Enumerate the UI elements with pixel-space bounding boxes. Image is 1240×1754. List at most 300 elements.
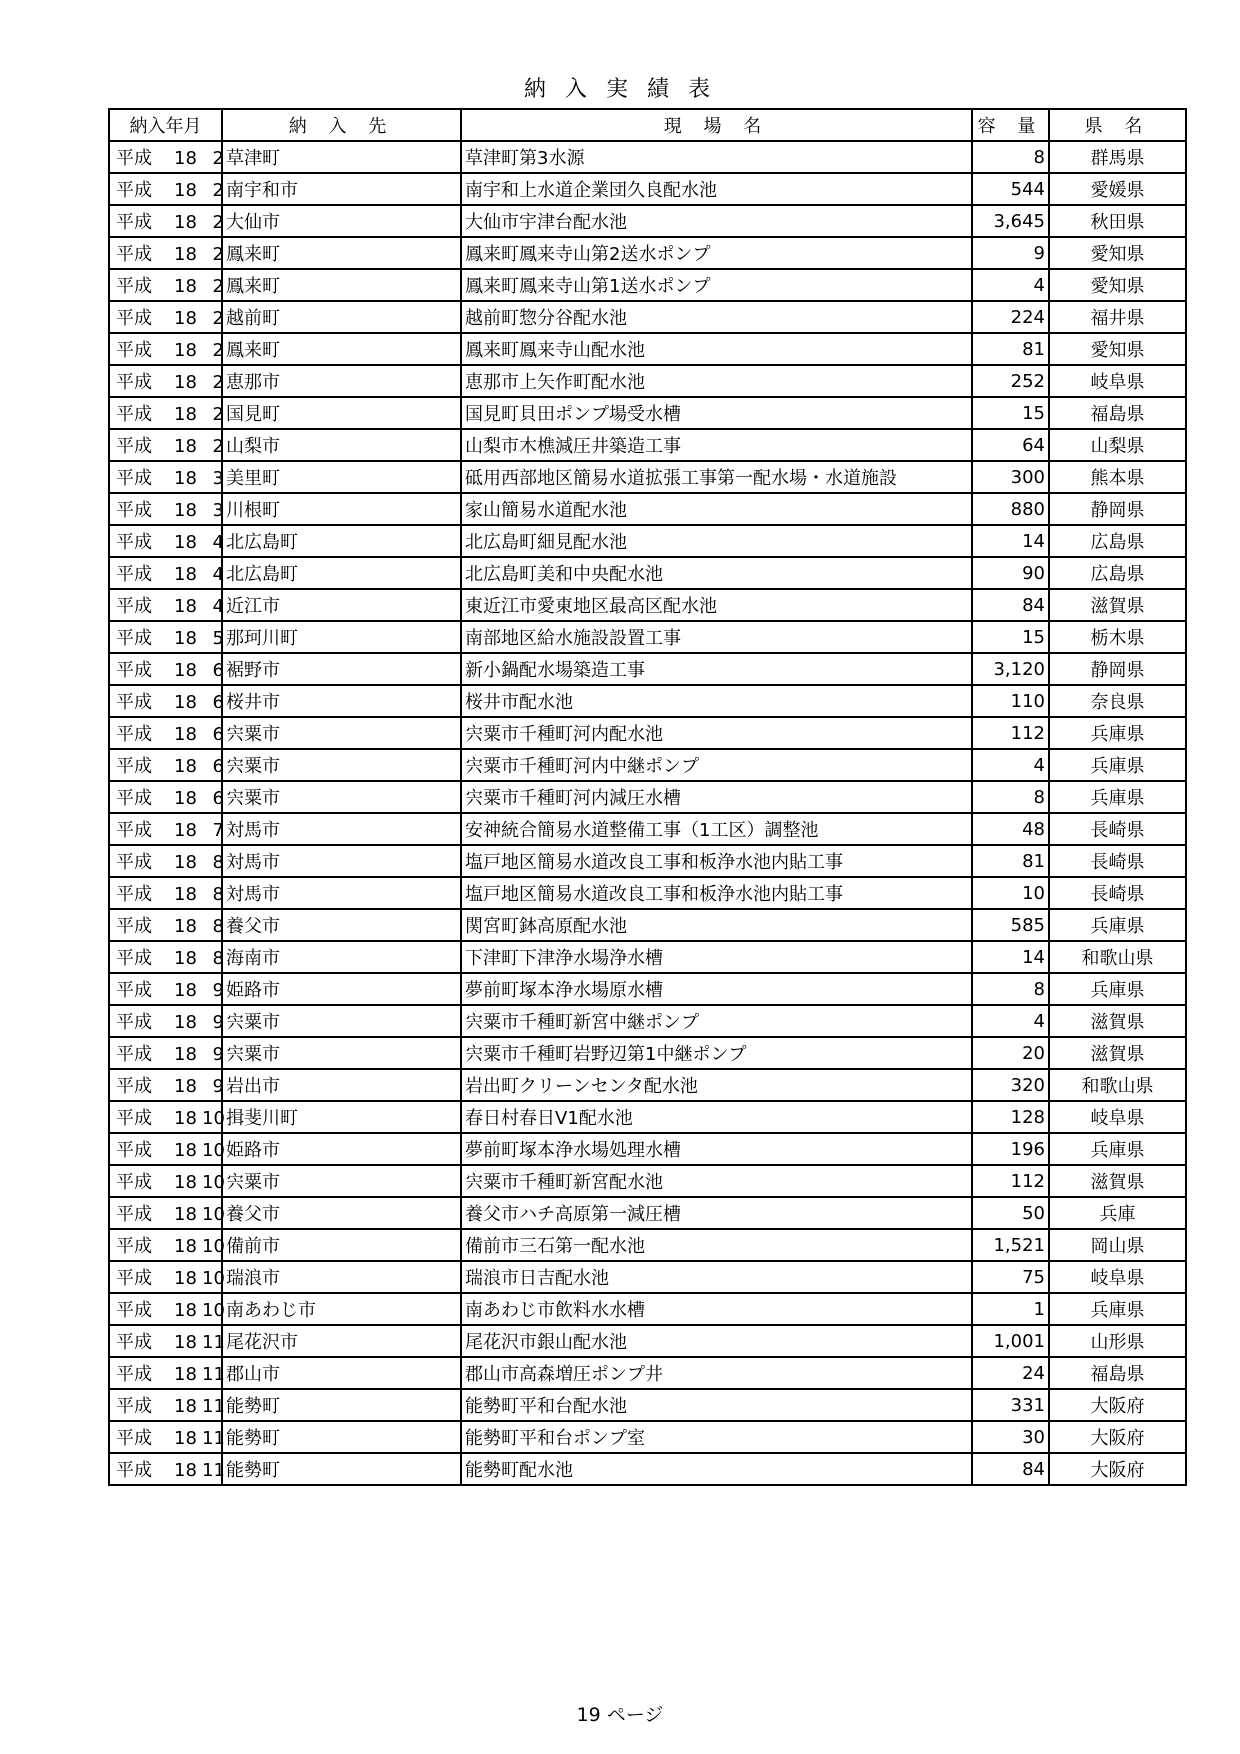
table-header-row bbox=[109, 109, 1186, 141]
prefecture-cell: 静岡県 bbox=[1049, 653, 1186, 685]
prefecture-cell: 大阪府 bbox=[1049, 1389, 1186, 1421]
client-cell: 宍粟市 bbox=[222, 749, 461, 781]
table-row bbox=[109, 1005, 1186, 1037]
delivery-period-cell bbox=[109, 1357, 225, 1389]
prefecture-cell: 兵庫県 bbox=[1049, 1133, 1186, 1165]
era-text: 平成 bbox=[116, 1012, 152, 1033]
year-text: 18 bbox=[174, 948, 197, 969]
delivery-period-cell bbox=[109, 653, 222, 685]
prefecture-cell: 秋田県 bbox=[1049, 205, 1186, 237]
table-row bbox=[109, 1293, 1186, 1325]
era-text: 平成 bbox=[116, 180, 152, 201]
month-text: 6 bbox=[212, 756, 224, 777]
table-row bbox=[109, 493, 1186, 525]
capacity-cell: 1,521 bbox=[972, 1229, 1049, 1261]
delivery-period-cell bbox=[109, 205, 222, 237]
era-text: 平成 bbox=[116, 1044, 152, 1065]
prefecture-cell: 和歌山県 bbox=[1049, 1069, 1186, 1101]
month-text: 11 bbox=[202, 1396, 225, 1417]
year-text: 18 bbox=[174, 148, 197, 169]
year-text: 18 bbox=[174, 660, 197, 681]
prefecture-cell: 兵庫 bbox=[1049, 1197, 1186, 1229]
header-client: 納 入 先 bbox=[222, 109, 461, 141]
month-text: 2 bbox=[212, 404, 224, 425]
site-name-cell: 国見町貝田ポンプ場受水槽 bbox=[461, 397, 972, 429]
site-name-cell: 郡山市高森増圧ポンプ井 bbox=[461, 1357, 972, 1389]
delivery-period-cell bbox=[109, 301, 222, 333]
delivery-period-cell bbox=[109, 717, 222, 749]
year-text: 18 bbox=[174, 500, 197, 521]
site-name-cell: 東近江市愛東地区最高区配水池 bbox=[461, 589, 972, 621]
site-name-cell: 宍粟市千種町河内中継ポンプ bbox=[461, 749, 972, 781]
prefecture-cell: 岐阜県 bbox=[1049, 365, 1186, 397]
month-text: 2 bbox=[212, 148, 224, 169]
era-text: 平成 bbox=[116, 948, 152, 969]
month-text: 2 bbox=[212, 372, 224, 393]
table-row bbox=[109, 237, 1186, 269]
client-cell: 越前町 bbox=[222, 301, 461, 333]
prefecture-cell: 岐阜県 bbox=[1049, 1101, 1186, 1133]
table-row bbox=[109, 1453, 1186, 1485]
era-text: 平成 bbox=[116, 468, 152, 489]
year-text: 18 bbox=[174, 628, 197, 649]
client-cell: 鳳来町 bbox=[222, 269, 461, 301]
delivery-period-cell bbox=[109, 589, 222, 621]
table-row bbox=[109, 653, 1186, 685]
delivery-period-cell bbox=[109, 781, 222, 813]
era-text: 平成 bbox=[116, 980, 152, 1001]
capacity-cell: 320 bbox=[972, 1069, 1049, 1101]
client-cell: 姫路市 bbox=[222, 973, 461, 1005]
delivery-period-cell bbox=[109, 1197, 225, 1229]
year-text: 18 bbox=[174, 852, 197, 873]
prefecture-cell: 兵庫県 bbox=[1049, 909, 1186, 941]
capacity-cell: 4 bbox=[972, 749, 1049, 781]
table-row bbox=[109, 1165, 1186, 1197]
table-row bbox=[109, 173, 1186, 205]
month-text: 11 bbox=[202, 1332, 225, 1353]
site-name-cell: 北広島町細見配水池 bbox=[461, 525, 972, 557]
month-text: 10 bbox=[202, 1268, 225, 1289]
table-row bbox=[109, 397, 1186, 429]
capacity-cell: 30 bbox=[972, 1421, 1049, 1453]
prefecture-cell: 長崎県 bbox=[1049, 845, 1186, 877]
client-cell: 対馬市 bbox=[222, 877, 461, 909]
client-cell: 姫路市 bbox=[222, 1133, 461, 1165]
capacity-cell: 128 bbox=[972, 1101, 1049, 1133]
site-name-cell: 春日村春日V1配水池 bbox=[461, 1101, 972, 1133]
year-text: 18 bbox=[174, 436, 197, 457]
year-text: 18 bbox=[174, 340, 197, 361]
site-name-cell: 鳳来町鳳来寺山配水池 bbox=[461, 333, 972, 365]
table-row bbox=[109, 749, 1186, 781]
site-name-cell: 下津町下津浄水場浄水槽 bbox=[461, 941, 972, 973]
era-text: 平成 bbox=[116, 404, 152, 425]
delivery-period-cell bbox=[109, 1325, 225, 1357]
client-cell: 尾花沢市 bbox=[222, 1325, 461, 1357]
delivery-period-cell bbox=[109, 1133, 225, 1165]
delivery-period-cell bbox=[109, 1421, 225, 1453]
era-text: 平成 bbox=[116, 1204, 152, 1225]
prefecture-cell: 岐阜県 bbox=[1049, 1261, 1186, 1293]
site-name-cell: 南宇和上水道企業団久良配水池 bbox=[461, 173, 972, 205]
table-row bbox=[109, 1037, 1186, 1069]
delivery-period-cell bbox=[109, 365, 222, 397]
year-text: 18 bbox=[174, 1364, 197, 1385]
client-cell: 宍粟市 bbox=[222, 781, 461, 813]
site-name-cell: 備前市三石第一配水池 bbox=[461, 1229, 972, 1261]
year-text: 18 bbox=[174, 276, 197, 297]
delivery-period-cell bbox=[109, 269, 222, 301]
client-cell: 宍粟市 bbox=[222, 1037, 461, 1069]
delivery-period-cell bbox=[109, 1069, 222, 1101]
site-name-cell: 能勢町平和台配水池 bbox=[461, 1389, 972, 1421]
prefecture-cell: 長崎県 bbox=[1049, 813, 1186, 845]
era-text: 平成 bbox=[116, 372, 152, 393]
site-name-cell: 宍粟市千種町河内減圧水槽 bbox=[461, 781, 972, 813]
month-text: 10 bbox=[202, 1140, 225, 1161]
month-text: 2 bbox=[212, 276, 224, 297]
capacity-cell: 112 bbox=[972, 717, 1049, 749]
year-text: 18 bbox=[174, 1268, 197, 1289]
delivery-period-cell bbox=[109, 1165, 225, 1197]
site-name-cell: 瑞浪市日吉配水池 bbox=[461, 1261, 972, 1293]
month-text: 6 bbox=[212, 660, 224, 681]
delivery-period-cell bbox=[109, 1037, 222, 1069]
capacity-cell: 300 bbox=[972, 461, 1049, 493]
delivery-period-cell bbox=[109, 141, 222, 173]
year-text: 18 bbox=[174, 692, 197, 713]
delivery-period-cell bbox=[109, 429, 222, 461]
table-row bbox=[109, 909, 1186, 941]
era-text: 平成 bbox=[116, 532, 152, 553]
client-cell: 揖斐川町 bbox=[222, 1101, 461, 1133]
site-name-cell: 関宮町鉢高原配水池 bbox=[461, 909, 972, 941]
prefecture-cell: 広島県 bbox=[1049, 557, 1186, 589]
prefecture-cell: 兵庫県 bbox=[1049, 781, 1186, 813]
capacity-cell: 110 bbox=[972, 685, 1049, 717]
client-cell: 南あわじ市 bbox=[222, 1293, 461, 1325]
year-text: 18 bbox=[174, 884, 197, 905]
header-site: 現 場 名 bbox=[461, 109, 972, 141]
month-text: 10 bbox=[202, 1236, 225, 1257]
table-row bbox=[109, 717, 1186, 749]
site-name-cell: 越前町惣分谷配水池 bbox=[461, 301, 972, 333]
delivery-period-cell bbox=[109, 685, 222, 717]
client-cell: 宍粟市 bbox=[222, 1005, 461, 1037]
capacity-cell: 8 bbox=[972, 973, 1049, 1005]
era-text: 平成 bbox=[116, 756, 152, 777]
site-name-cell: 大仙市宇津台配水池 bbox=[461, 205, 972, 237]
site-name-cell: 夢前町塚本浄水場原水槽 bbox=[461, 973, 972, 1005]
site-name-cell: 安神統合簡易水道整備工事（1工区）調整池 bbox=[461, 813, 972, 845]
month-text: 2 bbox=[212, 180, 224, 201]
table-body bbox=[109, 141, 1186, 1485]
year-text: 18 bbox=[174, 1076, 197, 1097]
era-text: 平成 bbox=[116, 148, 152, 169]
table-row bbox=[109, 1069, 1186, 1101]
month-text: 10 bbox=[202, 1172, 225, 1193]
year-text: 18 bbox=[174, 1396, 197, 1417]
table-row bbox=[109, 429, 1186, 461]
capacity-cell: 84 bbox=[972, 1453, 1049, 1485]
delivery-records-table bbox=[108, 108, 1187, 1486]
month-text: 3 bbox=[212, 500, 224, 521]
year-text: 18 bbox=[174, 1172, 197, 1193]
site-name-cell: 鳳来町鳳来寺山第2送水ポンプ bbox=[461, 237, 972, 269]
table-row bbox=[109, 877, 1186, 909]
month-text: 11 bbox=[202, 1460, 225, 1481]
era-text: 平成 bbox=[116, 1364, 152, 1385]
delivery-period-cell bbox=[109, 1389, 225, 1421]
header-period: 納入年月 bbox=[109, 109, 222, 141]
month-text: 8 bbox=[212, 884, 224, 905]
client-cell: 裾野市 bbox=[222, 653, 461, 685]
site-name-cell: 尾花沢市銀山配水池 bbox=[461, 1325, 972, 1357]
client-cell: 鳳来町 bbox=[222, 333, 461, 365]
year-text: 18 bbox=[174, 1236, 197, 1257]
table-row bbox=[109, 685, 1186, 717]
month-text: 2 bbox=[212, 244, 224, 265]
capacity-cell: 75 bbox=[972, 1261, 1049, 1293]
client-cell: 能勢町 bbox=[222, 1389, 461, 1421]
table-row bbox=[109, 557, 1186, 589]
month-text: 6 bbox=[212, 692, 224, 713]
site-name-cell: 宍粟市千種町河内配水池 bbox=[461, 717, 972, 749]
client-cell: 対馬市 bbox=[222, 813, 461, 845]
capacity-cell: 64 bbox=[972, 429, 1049, 461]
client-cell: 北広島町 bbox=[222, 557, 461, 589]
era-text: 平成 bbox=[116, 884, 152, 905]
site-name-cell: 宍粟市千種町岩野辺第1中継ポンプ bbox=[461, 1037, 972, 1069]
client-cell: 川根町 bbox=[222, 493, 461, 525]
delivery-period-cell bbox=[109, 557, 222, 589]
site-name-cell: 桜井市配水池 bbox=[461, 685, 972, 717]
year-text: 18 bbox=[174, 180, 197, 201]
table-row bbox=[109, 845, 1186, 877]
era-text: 平成 bbox=[116, 692, 152, 713]
client-cell: 那珂川町 bbox=[222, 621, 461, 653]
site-name-cell: 能勢町平和台ポンプ室 bbox=[461, 1421, 972, 1453]
year-text: 18 bbox=[174, 596, 197, 617]
client-cell: 瑞浪市 bbox=[222, 1261, 461, 1293]
delivery-period-cell bbox=[109, 909, 222, 941]
prefecture-cell: 静岡県 bbox=[1049, 493, 1186, 525]
prefecture-cell: 山梨県 bbox=[1049, 429, 1186, 461]
delivery-period-cell bbox=[109, 333, 222, 365]
era-text: 平成 bbox=[116, 788, 152, 809]
prefecture-cell: 長崎県 bbox=[1049, 877, 1186, 909]
table-row bbox=[109, 1421, 1186, 1453]
month-text: 9 bbox=[212, 980, 224, 1001]
era-text: 平成 bbox=[116, 1332, 152, 1353]
era-text: 平成 bbox=[116, 1172, 152, 1193]
prefecture-cell: 栃木県 bbox=[1049, 621, 1186, 653]
client-cell: 能勢町 bbox=[222, 1453, 461, 1485]
client-cell: 山梨市 bbox=[222, 429, 461, 461]
capacity-cell: 20 bbox=[972, 1037, 1049, 1069]
era-text: 平成 bbox=[116, 1108, 152, 1129]
table-row bbox=[109, 1229, 1186, 1261]
site-name-cell: 宍粟市千種町新宮中継ポンプ bbox=[461, 1005, 972, 1037]
month-text: 9 bbox=[212, 1076, 224, 1097]
era-text: 平成 bbox=[116, 628, 152, 649]
era-text: 平成 bbox=[116, 1236, 152, 1257]
client-cell: 岩出市 bbox=[222, 1069, 461, 1101]
era-text: 平成 bbox=[116, 1268, 152, 1289]
prefecture-cell: 奈良県 bbox=[1049, 685, 1186, 717]
client-cell: 能勢町 bbox=[222, 1421, 461, 1453]
era-text: 平成 bbox=[116, 1076, 152, 1097]
site-name-cell: 北広島町美和中央配水池 bbox=[461, 557, 972, 589]
month-text: 8 bbox=[212, 916, 224, 937]
prefecture-cell: 大阪府 bbox=[1049, 1453, 1186, 1485]
client-cell: 郡山市 bbox=[222, 1357, 461, 1389]
era-text: 平成 bbox=[116, 436, 152, 457]
document-title: 納 入 実 績 表 bbox=[524, 77, 716, 102]
table-row bbox=[109, 1133, 1186, 1165]
prefecture-cell: 福島県 bbox=[1049, 1357, 1186, 1389]
delivery-period-cell bbox=[109, 941, 222, 973]
era-text: 平成 bbox=[116, 1300, 152, 1321]
prefecture-cell: 熊本県 bbox=[1049, 461, 1186, 493]
month-text: 4 bbox=[212, 532, 224, 553]
site-name-cell: 家山簡易水道配水池 bbox=[461, 493, 972, 525]
era-text: 平成 bbox=[116, 500, 152, 521]
client-cell: 草津町 bbox=[222, 141, 461, 173]
table-row bbox=[109, 973, 1186, 1005]
prefecture-cell: 兵庫県 bbox=[1049, 1293, 1186, 1325]
prefecture-cell: 山形県 bbox=[1049, 1325, 1186, 1357]
prefecture-cell: 愛知県 bbox=[1049, 333, 1186, 365]
year-text: 18 bbox=[174, 1140, 197, 1161]
delivery-period-cell bbox=[109, 525, 222, 557]
table-row bbox=[109, 813, 1186, 845]
year-text: 18 bbox=[174, 468, 197, 489]
era-text: 平成 bbox=[116, 724, 152, 745]
table-row bbox=[109, 589, 1186, 621]
capacity-cell: 24 bbox=[972, 1357, 1049, 1389]
month-text: 10 bbox=[202, 1108, 225, 1129]
delivery-period-cell bbox=[109, 877, 222, 909]
site-name-cell: 山梨市木樵減圧井築造工事 bbox=[461, 429, 972, 461]
month-text: 11 bbox=[202, 1364, 225, 1385]
capacity-cell: 4 bbox=[972, 269, 1049, 301]
month-text: 4 bbox=[212, 596, 224, 617]
year-text: 18 bbox=[174, 1204, 197, 1225]
delivery-period-cell bbox=[109, 237, 222, 269]
prefecture-cell: 滋賀県 bbox=[1049, 1165, 1186, 1197]
prefecture-cell: 群馬県 bbox=[1049, 141, 1186, 173]
year-text: 18 bbox=[174, 404, 197, 425]
capacity-cell: 90 bbox=[972, 557, 1049, 589]
year-text: 18 bbox=[174, 1300, 197, 1321]
prefecture-cell: 大阪府 bbox=[1049, 1421, 1186, 1453]
table-row bbox=[109, 461, 1186, 493]
year-text: 18 bbox=[174, 212, 197, 233]
site-name-cell: 南部地区給水施設設置工事 bbox=[461, 621, 972, 653]
page-number: 19 ページ bbox=[576, 1704, 664, 1726]
era-text: 平成 bbox=[116, 1396, 152, 1417]
capacity-cell: 544 bbox=[972, 173, 1049, 205]
client-cell: 宍粟市 bbox=[222, 717, 461, 749]
prefecture-cell: 広島県 bbox=[1049, 525, 1186, 557]
capacity-cell: 224 bbox=[972, 301, 1049, 333]
table-row bbox=[109, 333, 1186, 365]
capacity-cell: 15 bbox=[972, 397, 1049, 429]
table-row bbox=[109, 301, 1186, 333]
era-text: 平成 bbox=[116, 1428, 152, 1449]
client-cell: 美里町 bbox=[222, 461, 461, 493]
table-row bbox=[109, 141, 1186, 173]
capacity-cell: 8 bbox=[972, 141, 1049, 173]
client-cell: 養父市 bbox=[222, 909, 461, 941]
client-cell: 海南市 bbox=[222, 941, 461, 973]
client-cell: 大仙市 bbox=[222, 205, 461, 237]
month-text: 6 bbox=[212, 724, 224, 745]
site-name-cell: 鳳来町鳳来寺山第1送水ポンプ bbox=[461, 269, 972, 301]
delivery-period-cell bbox=[109, 397, 222, 429]
delivery-period-cell bbox=[109, 1005, 222, 1037]
client-cell: 養父市 bbox=[222, 1197, 461, 1229]
capacity-cell: 112 bbox=[972, 1165, 1049, 1197]
delivery-period-cell bbox=[109, 973, 222, 1005]
site-name-cell: 養父市ハチ高原第一減圧槽 bbox=[461, 1197, 972, 1229]
site-name-cell: 能勢町配水池 bbox=[461, 1453, 972, 1485]
delivery-period-cell bbox=[109, 1261, 225, 1293]
capacity-cell: 9 bbox=[972, 237, 1049, 269]
client-cell: 国見町 bbox=[222, 397, 461, 429]
era-text: 平成 bbox=[116, 564, 152, 585]
header-prefecture: 県 名 bbox=[1049, 109, 1186, 141]
era-text: 平成 bbox=[116, 212, 152, 233]
month-text: 10 bbox=[202, 1300, 225, 1321]
year-text: 18 bbox=[174, 1044, 197, 1065]
year-text: 18 bbox=[174, 308, 197, 329]
capacity-cell: 880 bbox=[972, 493, 1049, 525]
year-text: 18 bbox=[174, 1460, 197, 1481]
site-name-cell: 草津町第3水源 bbox=[461, 141, 972, 173]
delivery-period-cell bbox=[109, 1101, 225, 1133]
delivery-period-cell bbox=[109, 621, 222, 653]
year-text: 18 bbox=[174, 244, 197, 265]
month-text: 9 bbox=[212, 1012, 224, 1033]
month-text: 11 bbox=[202, 1428, 225, 1449]
site-name-cell: 岩出町クリーンセンタ配水池 bbox=[461, 1069, 972, 1101]
era-text: 平成 bbox=[116, 852, 152, 873]
client-cell: 鳳来町 bbox=[222, 237, 461, 269]
client-cell: 南宇和市 bbox=[222, 173, 461, 205]
month-text: 9 bbox=[212, 1044, 224, 1065]
prefecture-cell: 兵庫県 bbox=[1049, 749, 1186, 781]
era-text: 平成 bbox=[116, 1460, 152, 1481]
table-row bbox=[109, 1101, 1186, 1133]
year-text: 18 bbox=[174, 1108, 197, 1129]
capacity-cell: 84 bbox=[972, 589, 1049, 621]
month-text: 2 bbox=[212, 212, 224, 233]
table-row bbox=[109, 1357, 1186, 1389]
delivery-period-cell bbox=[109, 461, 222, 493]
table-row bbox=[109, 621, 1186, 653]
site-name-cell: 宍粟市千種町新宮配水池 bbox=[461, 1165, 972, 1197]
delivery-period-cell bbox=[109, 1229, 225, 1261]
era-text: 平成 bbox=[116, 244, 152, 265]
capacity-cell: 3,645 bbox=[972, 205, 1049, 237]
table-row bbox=[109, 1197, 1186, 1229]
table-row bbox=[109, 205, 1186, 237]
prefecture-cell: 福島県 bbox=[1049, 397, 1186, 429]
table-row bbox=[109, 525, 1186, 557]
